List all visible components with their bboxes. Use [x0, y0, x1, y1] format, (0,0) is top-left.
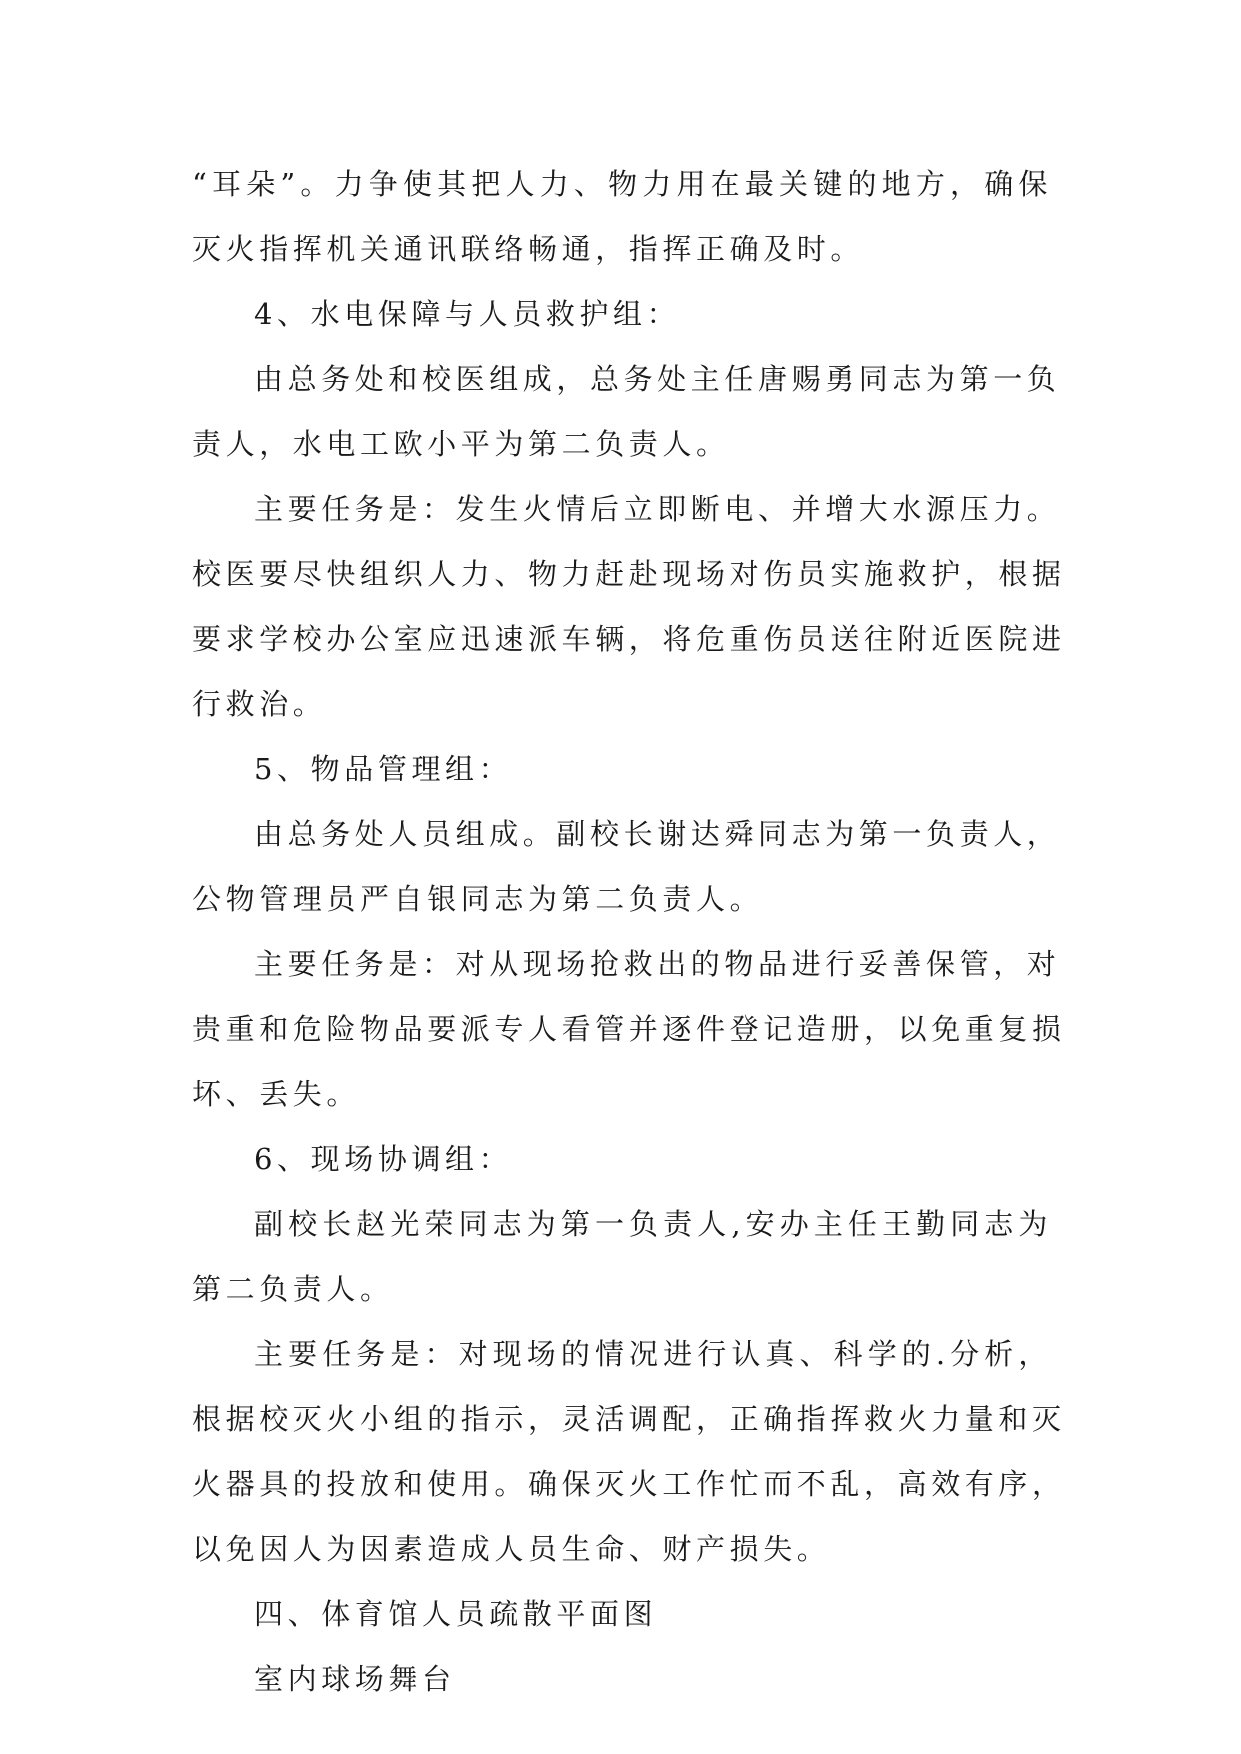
- paragraph-line: 校医要尽快组织人力、物力赶赴现场对伤员实施救护，根据: [192, 557, 1066, 591]
- paragraph-line: 6、现场协调组：: [254, 1142, 513, 1176]
- paragraph-line: 根据校灭火小组的指示，灵活调配，正确指挥救火力量和灭: [192, 1402, 1066, 1436]
- paragraph-line: 行救治。: [192, 687, 327, 721]
- paragraph-line: 主要任务是：对现场的情况进行认真、科学的.分析，: [254, 1337, 1052, 1371]
- paragraph-line: 副校长赵光荣同志为第一负责人,安办主任王勤同志为: [254, 1207, 1052, 1241]
- paragraph-line: 贵重和危险物品要派专人看管并逐件登记造册，以免重复损: [192, 1012, 1066, 1046]
- paragraph-line: 公物管理员严自银同志为第二负责人。: [192, 882, 764, 916]
- paragraph-line: 4、水电保障与人员救护组：: [254, 297, 681, 331]
- paragraph-line: 火器具的投放和使用。确保灭火工作忙而不乱，高效有序，: [192, 1467, 1066, 1501]
- paragraph-line: 四、体育馆人员疏散平面图: [254, 1597, 658, 1631]
- paragraph-line: 要求学校办公室应迅速派车辆，将危重伤员送往附近医院进: [192, 622, 1066, 656]
- document-body: [192, 152, 1066, 1712]
- paragraph-line: 以免因人为因素造成人员生命、财产损失。: [192, 1532, 831, 1566]
- paragraph-line: 主要任务是：发生火情后立即断电、并增大水源压力。: [254, 492, 1061, 526]
- paragraph-line: 主要任务是：对从现场抢救出的物品进行妥善保管，对: [254, 947, 1061, 981]
- paragraph-line: 坏、丢失。: [192, 1077, 361, 1111]
- paragraph-line: “耳朵”。力争使其把人力、物力用在最关键的地方，确保: [192, 167, 1052, 201]
- paragraph-line: 5、物品管理组：: [254, 752, 513, 786]
- paragraph-line: 第二负责人。: [192, 1272, 394, 1306]
- paragraph-line: 室内球场舞台: [254, 1662, 456, 1696]
- paragraph-line: 由总务处和校医组成，总务处主任唐赐勇同志为第一负: [254, 362, 1061, 396]
- paragraph-line: 灭火指挥机关通讯联络畅通，指挥正确及时。: [192, 232, 865, 266]
- paragraph-line: 由总务处人员组成。副校长谢达舜同志为第一负责人，: [254, 817, 1061, 851]
- paragraph-line: 责人，水电工欧小平为第二负责人。: [192, 427, 730, 461]
